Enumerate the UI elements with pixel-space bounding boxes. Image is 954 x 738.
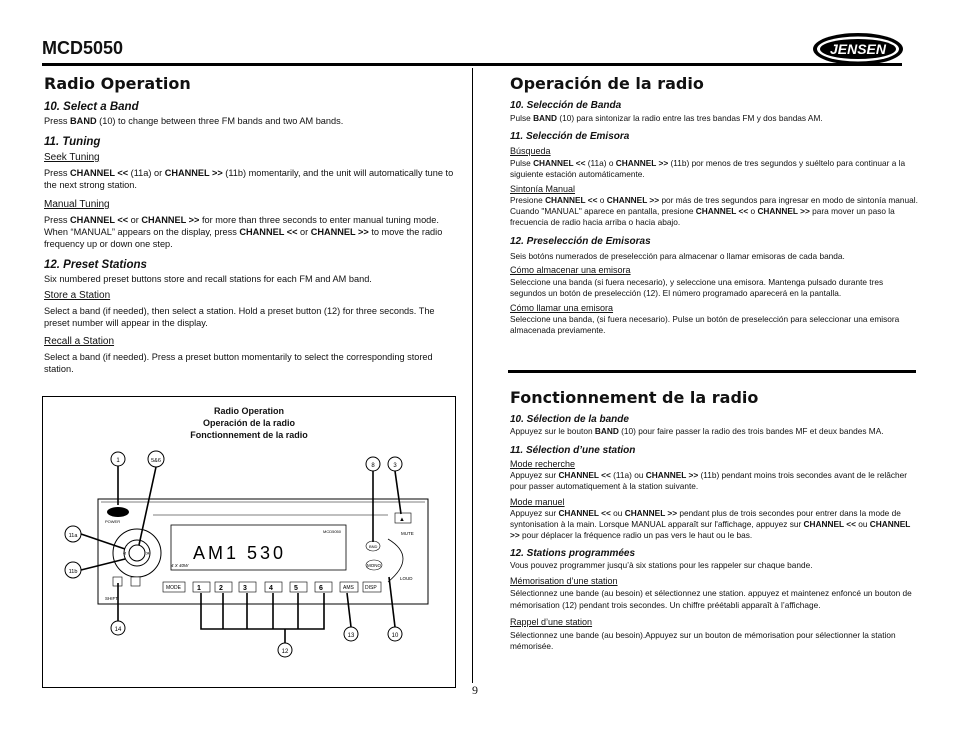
topic-title: Búsqueda [510,146,551,156]
shift-label: SHIFT [105,596,118,601]
svg-text:10: 10 [391,633,399,639]
section-rule [508,370,916,373]
knob-right-arrow: » [146,551,150,557]
subsection-title: 11. Tuning [44,136,101,148]
subsection-title: 10. Sélection de la bande [510,414,629,425]
svg-text:11b: 11b [68,569,78,575]
svg-text:AMS: AMS [343,585,354,591]
svg-text:12: 12 [281,649,289,655]
paragraph: Sélectionnez une bande (au besoin).Appuyez sur un bouton de mémorisation pour sélectionner la station mémorisée. [510,630,896,651]
svg-text:11a: 11a [68,533,78,539]
topic-title: Seek Tuning [44,152,100,163]
topic-title: Store a Station [44,290,111,301]
topic-title: Cómo almacenar una emisora [510,265,631,275]
subsection-title: 12. Stations programmées [510,548,636,559]
subsection-title: 10. Selección de Banda [510,100,622,111]
header-rule [42,63,902,66]
diagram-title-en: Radio Operation [213,406,284,416]
topic-title: Mode recherche [510,459,576,469]
svg-text:13: 13 [347,633,355,639]
svg-text:5&6: 5&6 [151,458,161,464]
paragraph: Appuyez sur le bouton BAND (10) pour faire passer la radio des trois bandes MF et deux bandes MA. [510,426,884,436]
topic-title: Mémorisation d’une station [510,576,618,586]
subsection-title: 11. Selección de Emisora [510,131,630,142]
paragraph: Presione CHANNEL << o CHANNEL >> por más de tres segundos para ingresar en modo de sintonía manual. Cuando "MANUAL" aparece en pantalla, presione CHANNEL << o CHANNEL >> para mover un paso la frecuencia de radio hacia arriba o hacia abajo. [510,195,918,227]
radio-diagram [42,396,456,688]
svg-text:3: 3 [393,463,397,469]
callout-10 [388,627,402,641]
svg-text:DISP: DISP [365,585,377,591]
paragraph: Seleccione una banda, (si fuera necesario). Pulse un botón de preselección para seleccionar una emisora almacenada previamente. [510,314,900,335]
display-model: MCD5050 [323,529,342,534]
preset-2: 2 [219,585,223,592]
jensen-logo [812,32,904,66]
callout-13 [344,627,358,641]
power-output: 4 X 40W [171,563,189,568]
svg-text:MODE: MODE [166,585,181,591]
topic-title: Mode manuel [510,497,565,507]
preset-4: 4 [269,585,273,592]
callout-8 [366,457,380,471]
paragraph: Select a band (if needed), then select a station. Hold a preset button (12) for three seconds. The preset number will appear in the display. [44,306,435,328]
paragraph: Seis botóns numerados de preselección para almacenar o llamar emisoras de cada banda. [510,251,845,261]
column-divider [472,68,473,683]
topic-title: Rappel d’une station [510,617,593,627]
svg-text:▲: ▲ [399,517,405,523]
subsection-title: 12. Preset Stations [44,259,147,271]
section-title: Fonctionnement de la radio [510,388,759,407]
callout-11b [65,562,81,578]
knob-left-arrow: « [123,551,127,557]
diagram-title-fr: Fonctionnement de la radio [190,430,308,440]
paragraph: Press CHANNEL << or CHANNEL >> for more than three seconds to enter manual tuning mode. When “MANUAL” appears on the display, press CHANNEL << or CHANNEL >> to move the radio frequency up or down one step. [44,215,443,249]
paragraph: Appuyez sur CHANNEL << ou CHANNEL >> pendant plus de trois secondes pour entrer dans la mode de syntonisation à la main. Lorsque MANUAL apparaît sur l'affichage, appuyez sur CHANNEL << ou CHANNEL >> pour déplacer la fréquence radio un pas vers le haut ou le bas. [510,508,911,540]
preset-1: 1 [197,585,201,592]
section-title: Radio Operation [44,74,191,93]
paragraph: Select a band (if needed). Press a preset button momentarily to select the corresponding stored station. [44,352,433,374]
page-number: 9 [472,683,478,697]
paragraph: Six numbered preset buttons store and recall stations for each FM and AM band. [44,274,372,284]
topic-title: Recall a Station [44,336,115,347]
french-section [510,388,920,652]
callout-1 [111,452,125,466]
svg-text:8: 8 [371,463,375,469]
callout-14 [111,621,125,635]
paragraph: Press CHANNEL << (11a) or CHANNEL >> (11b) momentarily, and the unit will automatically tune to the next strong station. [44,168,454,190]
section-title: Operación de la radio [510,74,704,93]
spanish-section [510,74,920,336]
mute-label: MUTE [401,531,414,536]
preset-5: 5 [294,585,298,592]
subsection-title: 12. Preselección de Emisoras [510,236,651,247]
callout-11a [65,526,81,542]
model-name: MCD5050 [42,38,124,58]
loud-label: LOUD [400,576,413,581]
svg-text:1: 1 [116,458,120,464]
paragraph: Seleccione una banda (si fuera necesario), y seleccione una emisora. Mantenga pulsado durante tres segundos un botón de preselección (12). El número programado aparecerá en la pantalla. [510,277,884,298]
svg-text:BND: BND [369,544,378,549]
subsection-title: 10. Select a Band [44,101,139,113]
svg-text:14: 14 [114,627,122,633]
paragraph: Press BAND (10) to change between three FM bands and two AM bands. [44,116,344,126]
topic-title: Sintonía Manual [510,184,576,194]
topic-title: Cómo llamar una emisora [510,303,614,313]
paragraph: Appuyez sur CHANNEL << (11a) ou CHANNEL >> (11b) pendant moins trois secondes avant de le relâcher pour passer automatiquement à la station suivante. [510,470,907,491]
mini-logo [107,507,129,517]
svg-text:MONO: MONO [367,563,381,568]
radio-faceplate-drawing [43,397,455,687]
paragraph: Vous pouvez programmer jusqu’à six stations pour les rappeler sur chaque bande. [510,560,813,570]
preset-3: 3 [243,585,247,592]
display-frequency: AM1 530 [193,543,287,563]
english-section [44,74,460,375]
callout-3 [388,457,402,471]
callout-5and6 [148,451,164,467]
power-label: POWER [105,519,121,524]
preset-6: 6 [319,585,323,592]
paragraph: Sélectionnez une bande (au besoin) et sélectionnez une station. appuyez et maintenez enfoncé un bouton de mémorisation (12) pendant trois secondes. Un chiffre préétabli apparaît à l’affichage. [510,588,912,610]
topic-title: Manual Tuning [44,199,110,210]
diagram-title-es: Operación de la radio [202,418,296,428]
logo-text: JENSEN [829,41,887,57]
subsection-title: 11. Sélection d’une station [510,445,636,456]
callout-12 [278,643,292,657]
paragraph: Pulse CHANNEL << (11a) o CHANNEL >> (11b) por menos de tres segundos y suéltelo para continuar a la siguiente estación automáticamente. [510,158,906,179]
paragraph: Pulse BAND (10) para sintonizar la radio entre las tres bandas FM y dos bandas AM. [510,113,823,123]
